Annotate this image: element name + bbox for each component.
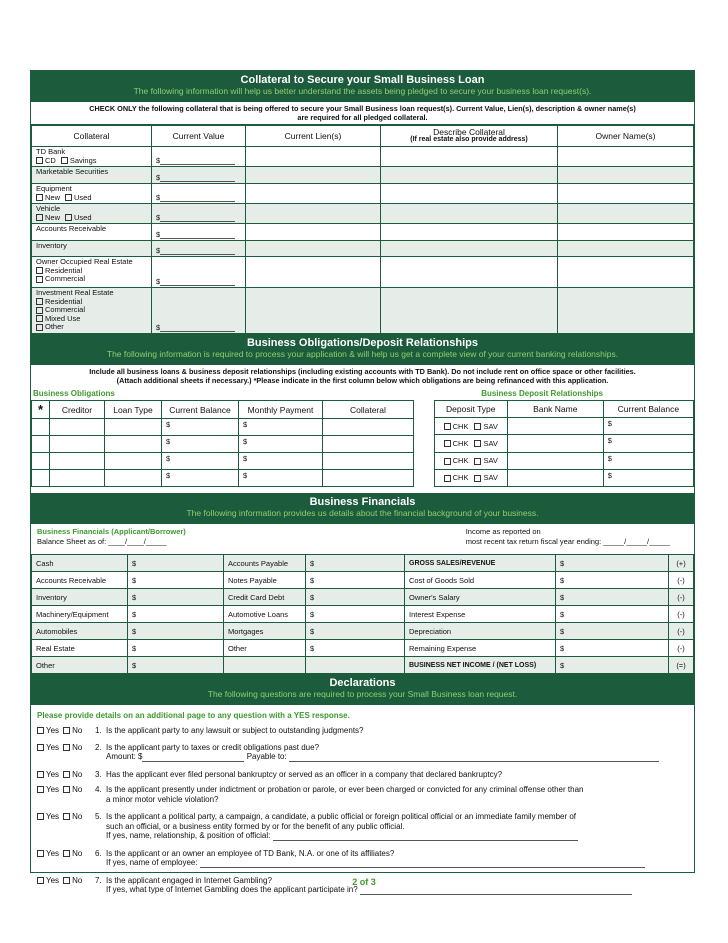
income-label: Cost of Goods Sold: [405, 572, 556, 589]
deposits-column-header: Deposit Type: [434, 401, 507, 418]
checkbox-icon[interactable]: [444, 475, 451, 482]
obligation-cell[interactable]: [105, 470, 162, 487]
income-value[interactable]: $: [556, 640, 669, 657]
collateral-type: Investment Real Estate Residential Commercial Mixed Use Other: [32, 288, 152, 334]
financials-row: [32, 606, 694, 623]
obligation-cell[interactable]: [105, 419, 162, 436]
checkbox-icon[interactable]: [37, 744, 44, 751]
financials-subtitle: The following information provides us details about the financial background of your business.: [186, 508, 539, 518]
income-label: BUSINESS NET INCOME / (NET LOSS): [405, 657, 556, 674]
asset-label: Cash: [32, 555, 128, 572]
yes-checkbox[interactable]: Yes: [37, 876, 59, 885]
fiscal-year-ending: most recent tax return fiscal year ending: _____/_____/_____: [465, 537, 670, 546]
collateral-option-checkbox[interactable]: Residential: [36, 297, 82, 306]
obligation-cell[interactable]: [32, 470, 50, 487]
collateral-row: [32, 147, 694, 167]
question-text: a minor motor vehicle violation?: [106, 794, 219, 804]
obligation-row: [32, 436, 414, 453]
chk-checkbox[interactable]: CHK: [444, 439, 469, 448]
obligation-cell[interactable]: [32, 419, 50, 436]
declarations-title: Declarations: [329, 677, 396, 689]
obligations-column-header: Current Balance: [162, 401, 239, 419]
owner-names-cell[interactable]: [558, 147, 694, 167]
collateral-type: TD Bank CD Savings: [32, 147, 152, 167]
declaration-question: Yes No 2. Is the applicant party to taxes or credit obligations past due? Amount: $ Payable to:: [37, 743, 688, 762]
checkbox-icon[interactable]: [37, 786, 44, 793]
chk-checkbox[interactable]: CHK: [444, 473, 469, 482]
checkbox-icon[interactable]: [444, 423, 451, 430]
deposit-balance-cell[interactable]: $: [603, 418, 693, 435]
declaration-question: Yes No 5. Is the applicant a political party, a campaign, a candidate, a public official or foreign political official or an immediate family member of such an official, or a business entity formed by or for the benefit of any public official. If yes, name, relationship, & position of official:: [37, 812, 688, 841]
obligations-header: [31, 334, 694, 365]
collateral-option-checkbox[interactable]: Used: [65, 193, 92, 202]
liability-value[interactable]: $: [306, 589, 405, 606]
col-current-value: Current Value: [152, 126, 246, 147]
declarations-header: [31, 674, 694, 705]
checkbox-icon[interactable]: [61, 157, 68, 164]
declarations-subtitle: The following questions are required to process your Small Business loan request.: [207, 689, 518, 699]
question-text: Has the applicant ever filed personal bankruptcy or served as an officer in a company that declared bankruptcy?: [106, 769, 503, 779]
income-sign: (+): [669, 555, 694, 572]
no-checkbox[interactable]: No: [63, 876, 82, 885]
liability-label: Accounts Payable: [224, 555, 306, 572]
current-lien-cell[interactable]: [246, 147, 381, 167]
obligations-title: Business Obligations/Deposit Relationships: [246, 337, 479, 349]
chk-checkbox[interactable]: CHK: [444, 422, 469, 431]
bank-name-cell[interactable]: [507, 418, 603, 435]
collateral-type: Inventory: [32, 241, 152, 257]
asset-label: Real Estate: [32, 640, 128, 657]
income-sign: (=): [669, 657, 694, 674]
income-sign: (-): [669, 589, 694, 606]
asset-label: Inventory: [32, 589, 128, 606]
obligation-cell[interactable]: [32, 453, 50, 470]
liability-value[interactable]: $: [306, 623, 405, 640]
collateral-row: [32, 241, 694, 257]
checkbox-icon[interactable]: [37, 727, 44, 734]
checkbox-icon[interactable]: [36, 267, 43, 274]
chk-checkbox[interactable]: CHK: [444, 456, 469, 465]
deposits-column-header: Bank Name: [507, 401, 603, 418]
income-label: Interest Expense: [405, 606, 556, 623]
col-current-liens: Current Lien(s): [246, 126, 381, 147]
liability-value[interactable]: $: [306, 606, 405, 623]
describe-collateral-cell[interactable]: [381, 147, 558, 167]
deposit-row: [434, 452, 693, 469]
checkbox-icon[interactable]: [37, 813, 44, 820]
income-value[interactable]: $: [556, 589, 669, 606]
financials-row: [32, 572, 694, 589]
collateral-option-checkbox[interactable]: Savings: [61, 156, 97, 165]
income-label: Remaining Expense: [405, 640, 556, 657]
liability-value[interactable]: $: [306, 555, 405, 572]
obligation-cell[interactable]: [50, 470, 105, 487]
financials-row: [32, 589, 694, 606]
collateral-type: Vehicle New Used: [32, 204, 152, 224]
describe-collateral-cell[interactable]: [381, 184, 558, 204]
sav-checkbox[interactable]: SAV: [474, 473, 497, 482]
question-text: Is the applicant party to any lawsuit or subject to outstanding judgments?: [106, 726, 364, 735]
obligation-cell[interactable]: $: [162, 436, 239, 453]
obligations-column-header: Loan Type: [105, 401, 162, 419]
deposits-column-header: Current Balance: [603, 401, 693, 418]
bank-name-cell[interactable]: [507, 435, 603, 452]
yes-checkbox[interactable]: Yes: [37, 785, 59, 794]
current-lien-cell[interactable]: [246, 288, 381, 334]
collateral-type: Marketable Securities: [32, 167, 152, 184]
checkbox-icon[interactable]: [36, 298, 43, 305]
income-value[interactable]: $: [556, 623, 669, 640]
owner-names-cell[interactable]: [558, 204, 694, 224]
checkbox-icon[interactable]: [36, 194, 43, 201]
collateral-row: [32, 257, 694, 288]
checkbox-icon[interactable]: [474, 458, 481, 465]
describe-collateral-cell[interactable]: [381, 204, 558, 224]
obligation-cell[interactable]: [323, 453, 414, 470]
declaration-question: Yes No 1. Is the applicant party to any lawsuit or subject to outstanding judgments?: [37, 726, 688, 736]
current-lien-cell[interactable]: [246, 224, 381, 241]
liability-label: [224, 657, 306, 674]
question-text: Is the applicant or an owner an employee of TD Bank, N.A. or one of its affiliates?: [106, 848, 395, 858]
declaration-question: Yes No 3. Has the applicant ever filed personal bankruptcy or served as an officer in a company that declared bankruptcy?: [37, 770, 688, 780]
obligation-cell[interactable]: $: [239, 470, 323, 487]
income-reported-label: Income as reported on: [465, 527, 541, 536]
collateral-type: Equipment New Used: [32, 184, 152, 204]
deposit-relationships-label: Business Deposit Relationships: [481, 389, 603, 398]
checkbox-icon[interactable]: [36, 214, 43, 221]
financials-row: [32, 623, 694, 640]
obligation-cell[interactable]: [50, 419, 105, 436]
deposit-row: [434, 418, 693, 435]
deposit-type-cell: [434, 469, 507, 486]
income-value[interactable]: $: [556, 572, 669, 589]
amount-field[interactable]: [142, 754, 244, 762]
income-label: Owner's Salary: [405, 589, 556, 606]
bank-name-cell[interactable]: [507, 452, 603, 469]
col-owner-names: Owner Name(s): [558, 126, 694, 147]
obligations-note: Include all business loans & business deposit relationships (including existing accounts with TD Bank). Do not include rent on office space or other facilities. (Attach additional sheets if necessary.) *Please indicate in the first column below which obligations are being refinanced with this application.: [89, 367, 636, 385]
checkbox-icon[interactable]: [474, 440, 481, 447]
owner-names-cell[interactable]: [558, 167, 694, 184]
current-value-cell[interactable]: $: [152, 204, 246, 224]
obligation-cell[interactable]: $: [239, 436, 323, 453]
asset-value[interactable]: $: [128, 555, 224, 572]
asset-value[interactable]: $: [128, 606, 224, 623]
income-value[interactable]: $: [556, 606, 669, 623]
declarations-instruction: Please provide details on an additional page to any question with a YES response.: [37, 711, 350, 720]
checkbox-icon[interactable]: [36, 276, 43, 283]
current-lien-cell[interactable]: [246, 167, 381, 184]
no-checkbox[interactable]: No: [63, 743, 82, 752]
obligation-cell[interactable]: [323, 436, 414, 453]
collateral-type: Accounts Receivable: [32, 224, 152, 241]
deposit-row: [434, 469, 693, 486]
yes-checkbox[interactable]: Yes: [37, 743, 59, 752]
owner-names-cell[interactable]: [558, 241, 694, 257]
income-label: GROSS SALES/REVENUE: [405, 555, 556, 572]
obligations-column-header: *: [32, 401, 50, 419]
financials-table: [31, 554, 694, 674]
no-checkbox[interactable]: No: [63, 849, 82, 858]
collateral-option-checkbox[interactable]: Commercial: [36, 305, 85, 314]
income-label: Depreciation: [405, 623, 556, 640]
question-text: Is the applicant engaged in Internet Gambling?: [106, 875, 272, 885]
checkbox-icon[interactable]: [474, 475, 481, 482]
deposit-type-cell: [434, 435, 507, 452]
collateral-subtitle: The following information will help us better understand the assets being pledged to secure your business loan request(s).: [133, 86, 592, 96]
asset-label: Machinery/Equipment: [32, 606, 128, 623]
collateral-table: [31, 125, 694, 334]
obligation-cell[interactable]: $: [162, 470, 239, 487]
obligation-cell[interactable]: [50, 453, 105, 470]
followup-field[interactable]: [273, 833, 578, 841]
no-checkbox[interactable]: No: [63, 812, 82, 821]
collateral-option-checkbox[interactable]: Residential: [36, 266, 82, 275]
current-lien-cell[interactable]: [246, 241, 381, 257]
sav-checkbox[interactable]: SAV: [474, 456, 497, 465]
financials-row: [32, 555, 694, 572]
obligation-cell[interactable]: $: [162, 453, 239, 470]
current-value-cell[interactable]: $: [152, 241, 246, 257]
followup-field[interactable]: [200, 860, 645, 868]
describe-collateral-cell[interactable]: [381, 288, 558, 334]
deposit-row: [434, 435, 693, 452]
current-value-cell[interactable]: $: [152, 224, 246, 241]
checkbox-icon[interactable]: [63, 771, 70, 778]
obligations-table: [31, 400, 414, 487]
liability-value[interactable]: [306, 657, 405, 674]
deposit-type-cell: [434, 418, 507, 435]
income-value[interactable]: $: [556, 555, 669, 572]
current-value-cell[interactable]: $: [152, 167, 246, 184]
collateral-title: Collateral to Secure your Small Business Loan: [240, 74, 485, 86]
owner-names-cell[interactable]: [558, 288, 694, 334]
financials-header: [31, 493, 694, 524]
asset-value[interactable]: $: [128, 640, 224, 657]
business-obligations-label: Business Obligations: [33, 389, 115, 398]
collateral-type: Owner Occupied Real Estate Residential Commercial: [32, 257, 152, 288]
current-value-cell[interactable]: $: [152, 257, 246, 288]
deposit-balance-cell[interactable]: $: [603, 452, 693, 469]
collateral-option-checkbox[interactable]: New: [36, 193, 60, 202]
income-sign: (-): [669, 623, 694, 640]
collateral-row: [32, 184, 694, 204]
checkbox-icon[interactable]: [63, 744, 70, 751]
collateral-option-checkbox[interactable]: New: [36, 213, 60, 222]
page-number: 2 of 3: [352, 877, 376, 887]
deposit-type-cell: [434, 452, 507, 469]
financials-row: [32, 640, 694, 657]
liability-label: Other: [224, 640, 306, 657]
current-value-cell[interactable]: $: [152, 147, 246, 167]
asset-value[interactable]: $: [128, 657, 224, 674]
asset-label: Automobiles: [32, 623, 128, 640]
obligation-cell[interactable]: [32, 436, 50, 453]
balance-sheet-date: Balance Sheet as of: ____/____/_____: [37, 537, 167, 546]
asset-label: Accounts Receivable: [32, 572, 128, 589]
checkbox-icon[interactable]: [63, 850, 70, 857]
current-value-cell[interactable]: $: [152, 288, 246, 334]
financials-label: Business Financials (Applicant/Borrower): [37, 527, 186, 536]
obligations-column-header: Creditor: [50, 401, 105, 419]
checkbox-icon[interactable]: [37, 771, 44, 778]
declaration-question: Yes No 7. Is the applicant engaged in Internet Gambling? If yes, what type of Internet Gambling does the applicant participate in?: [37, 876, 688, 895]
question-text: Is the applicant a political party, a campaign, a candidate, a public official or foreign political official or an immediate family member of: [106, 812, 577, 821]
followup-field[interactable]: [360, 887, 632, 895]
current-lien-cell[interactable]: [246, 257, 381, 288]
obligation-cell[interactable]: [323, 470, 414, 487]
payable-to-field[interactable]: [289, 754, 659, 762]
checkbox-icon[interactable]: [65, 214, 72, 221]
yes-checkbox[interactable]: Yes: [37, 770, 59, 779]
collateral-note: CHECK ONLY the following collateral that is being offered to secure your Small Business loan request(s). Current Value, Lien(s), description & owner name(s) are required for all pledged collateral.: [31, 102, 694, 125]
liability-label: Notes Payable: [224, 572, 306, 589]
obligation-cell[interactable]: [105, 453, 162, 470]
income-sign: (-): [669, 640, 694, 657]
collateral-option-checkbox[interactable]: Mixed Use: [36, 314, 80, 323]
collateral-row: [32, 224, 694, 241]
financials-title: Business Financials: [309, 496, 416, 508]
current-lien-cell[interactable]: [246, 204, 381, 224]
describe-collateral-cell[interactable]: [381, 257, 558, 288]
obligation-cell[interactable]: $: [239, 453, 323, 470]
deposits-table: [434, 400, 694, 487]
declaration-question: Yes No 4. Is the applicant presently under indictment or probation or parole, or ever been charged or convicted for any criminal offense other than a minor motor vehicle violation?: [37, 785, 688, 804]
checkbox-icon[interactable]: [36, 157, 43, 164]
describe-collateral-cell[interactable]: [381, 167, 558, 184]
checkbox-icon[interactable]: [63, 727, 70, 734]
question-text: Is the applicant presently under indictment or probation or parole, or ever been charged or convicted for any criminal offense other than: [106, 785, 584, 794]
asset-value[interactable]: $: [128, 572, 224, 589]
income-sign: (-): [669, 572, 694, 589]
checkbox-icon[interactable]: [36, 307, 43, 314]
checkbox-icon[interactable]: [63, 813, 70, 820]
liability-label: Automotive Loans: [224, 606, 306, 623]
collateral-row: [32, 204, 694, 224]
obligation-row: [32, 453, 414, 470]
checkbox-icon[interactable]: [444, 458, 451, 465]
asset-label: Other: [32, 657, 128, 674]
asset-value[interactable]: $: [128, 623, 224, 640]
no-checkbox[interactable]: No: [63, 726, 82, 735]
obligation-cell[interactable]: $: [239, 419, 323, 436]
collateral-header: [31, 71, 694, 102]
describe-collateral-cell[interactable]: [381, 224, 558, 241]
income-sign: (-): [669, 606, 694, 623]
question-text: Is the applicant party to taxes or credit obligations past due?: [106, 742, 320, 752]
checkbox-icon[interactable]: [474, 423, 481, 430]
yes-checkbox[interactable]: Yes: [37, 849, 59, 858]
no-checkbox[interactable]: No: [63, 770, 82, 779]
sav-checkbox[interactable]: SAV: [474, 439, 497, 448]
obligation-cell[interactable]: [50, 436, 105, 453]
checkbox-icon[interactable]: [36, 315, 43, 322]
obligation-cell[interactable]: $: [162, 419, 239, 436]
col-collateral: Collateral: [32, 126, 152, 147]
question-text: such an official, or a business entity formed by or for the benefit of any public official.: [106, 821, 405, 831]
no-checkbox[interactable]: No: [63, 785, 82, 794]
current-value-cell[interactable]: $: [152, 184, 246, 204]
collateral-row: [32, 288, 694, 334]
checkbox-icon[interactable]: [65, 194, 72, 201]
checkbox-icon[interactable]: [63, 786, 70, 793]
collateral-option-checkbox[interactable]: Other: [36, 322, 64, 331]
collateral-option-checkbox[interactable]: Used: [65, 213, 92, 222]
owner-names-cell[interactable]: [558, 257, 694, 288]
deposit-balance-cell[interactable]: $: [603, 469, 693, 486]
describe-collateral-cell[interactable]: [381, 241, 558, 257]
obligation-cell[interactable]: [105, 436, 162, 453]
liability-label: Credit Card Debt: [224, 589, 306, 606]
obligation-row: [32, 470, 414, 487]
checkbox-icon[interactable]: [36, 324, 43, 331]
obligations-column-header: Collateral: [323, 401, 414, 419]
owner-names-cell[interactable]: [558, 224, 694, 241]
financials-row: [32, 657, 694, 674]
yes-checkbox[interactable]: Yes: [37, 726, 59, 735]
liability-value[interactable]: $: [306, 572, 405, 589]
col-describe: Describe Collateral (If real estate also provide address): [381, 126, 558, 147]
obligations-subtitle: The following information is required to process your application & will help us get a complete view of your current banking relationships.: [106, 349, 619, 359]
yes-checkbox[interactable]: Yes: [37, 812, 59, 821]
declaration-question: Yes No 6. Is the applicant or an owner an employee of TD Bank, N.A. or one of its affiliates? If yes, name of employee:: [37, 849, 688, 868]
liability-value[interactable]: $: [306, 640, 405, 657]
obligations-column-header: Monthly Payment: [239, 401, 323, 419]
bank-name-cell[interactable]: [507, 469, 603, 486]
declarations-section: [31, 711, 694, 895]
income-value[interactable]: $: [556, 657, 669, 674]
deposit-balance-cell[interactable]: $: [603, 435, 693, 452]
obligation-row: [32, 419, 414, 436]
obligation-cell[interactable]: [323, 419, 414, 436]
owner-names-cell[interactable]: [558, 184, 694, 204]
liability-label: Mortgages: [224, 623, 306, 640]
current-lien-cell[interactable]: [246, 184, 381, 204]
checkbox-icon[interactable]: [37, 850, 44, 857]
checkbox-icon[interactable]: [444, 440, 451, 447]
collateral-row: [32, 167, 694, 184]
asset-value[interactable]: $: [128, 589, 224, 606]
sav-checkbox[interactable]: SAV: [474, 422, 497, 431]
collateral-option-checkbox[interactable]: CD: [36, 156, 56, 165]
collateral-option-checkbox[interactable]: Commercial: [36, 274, 85, 283]
